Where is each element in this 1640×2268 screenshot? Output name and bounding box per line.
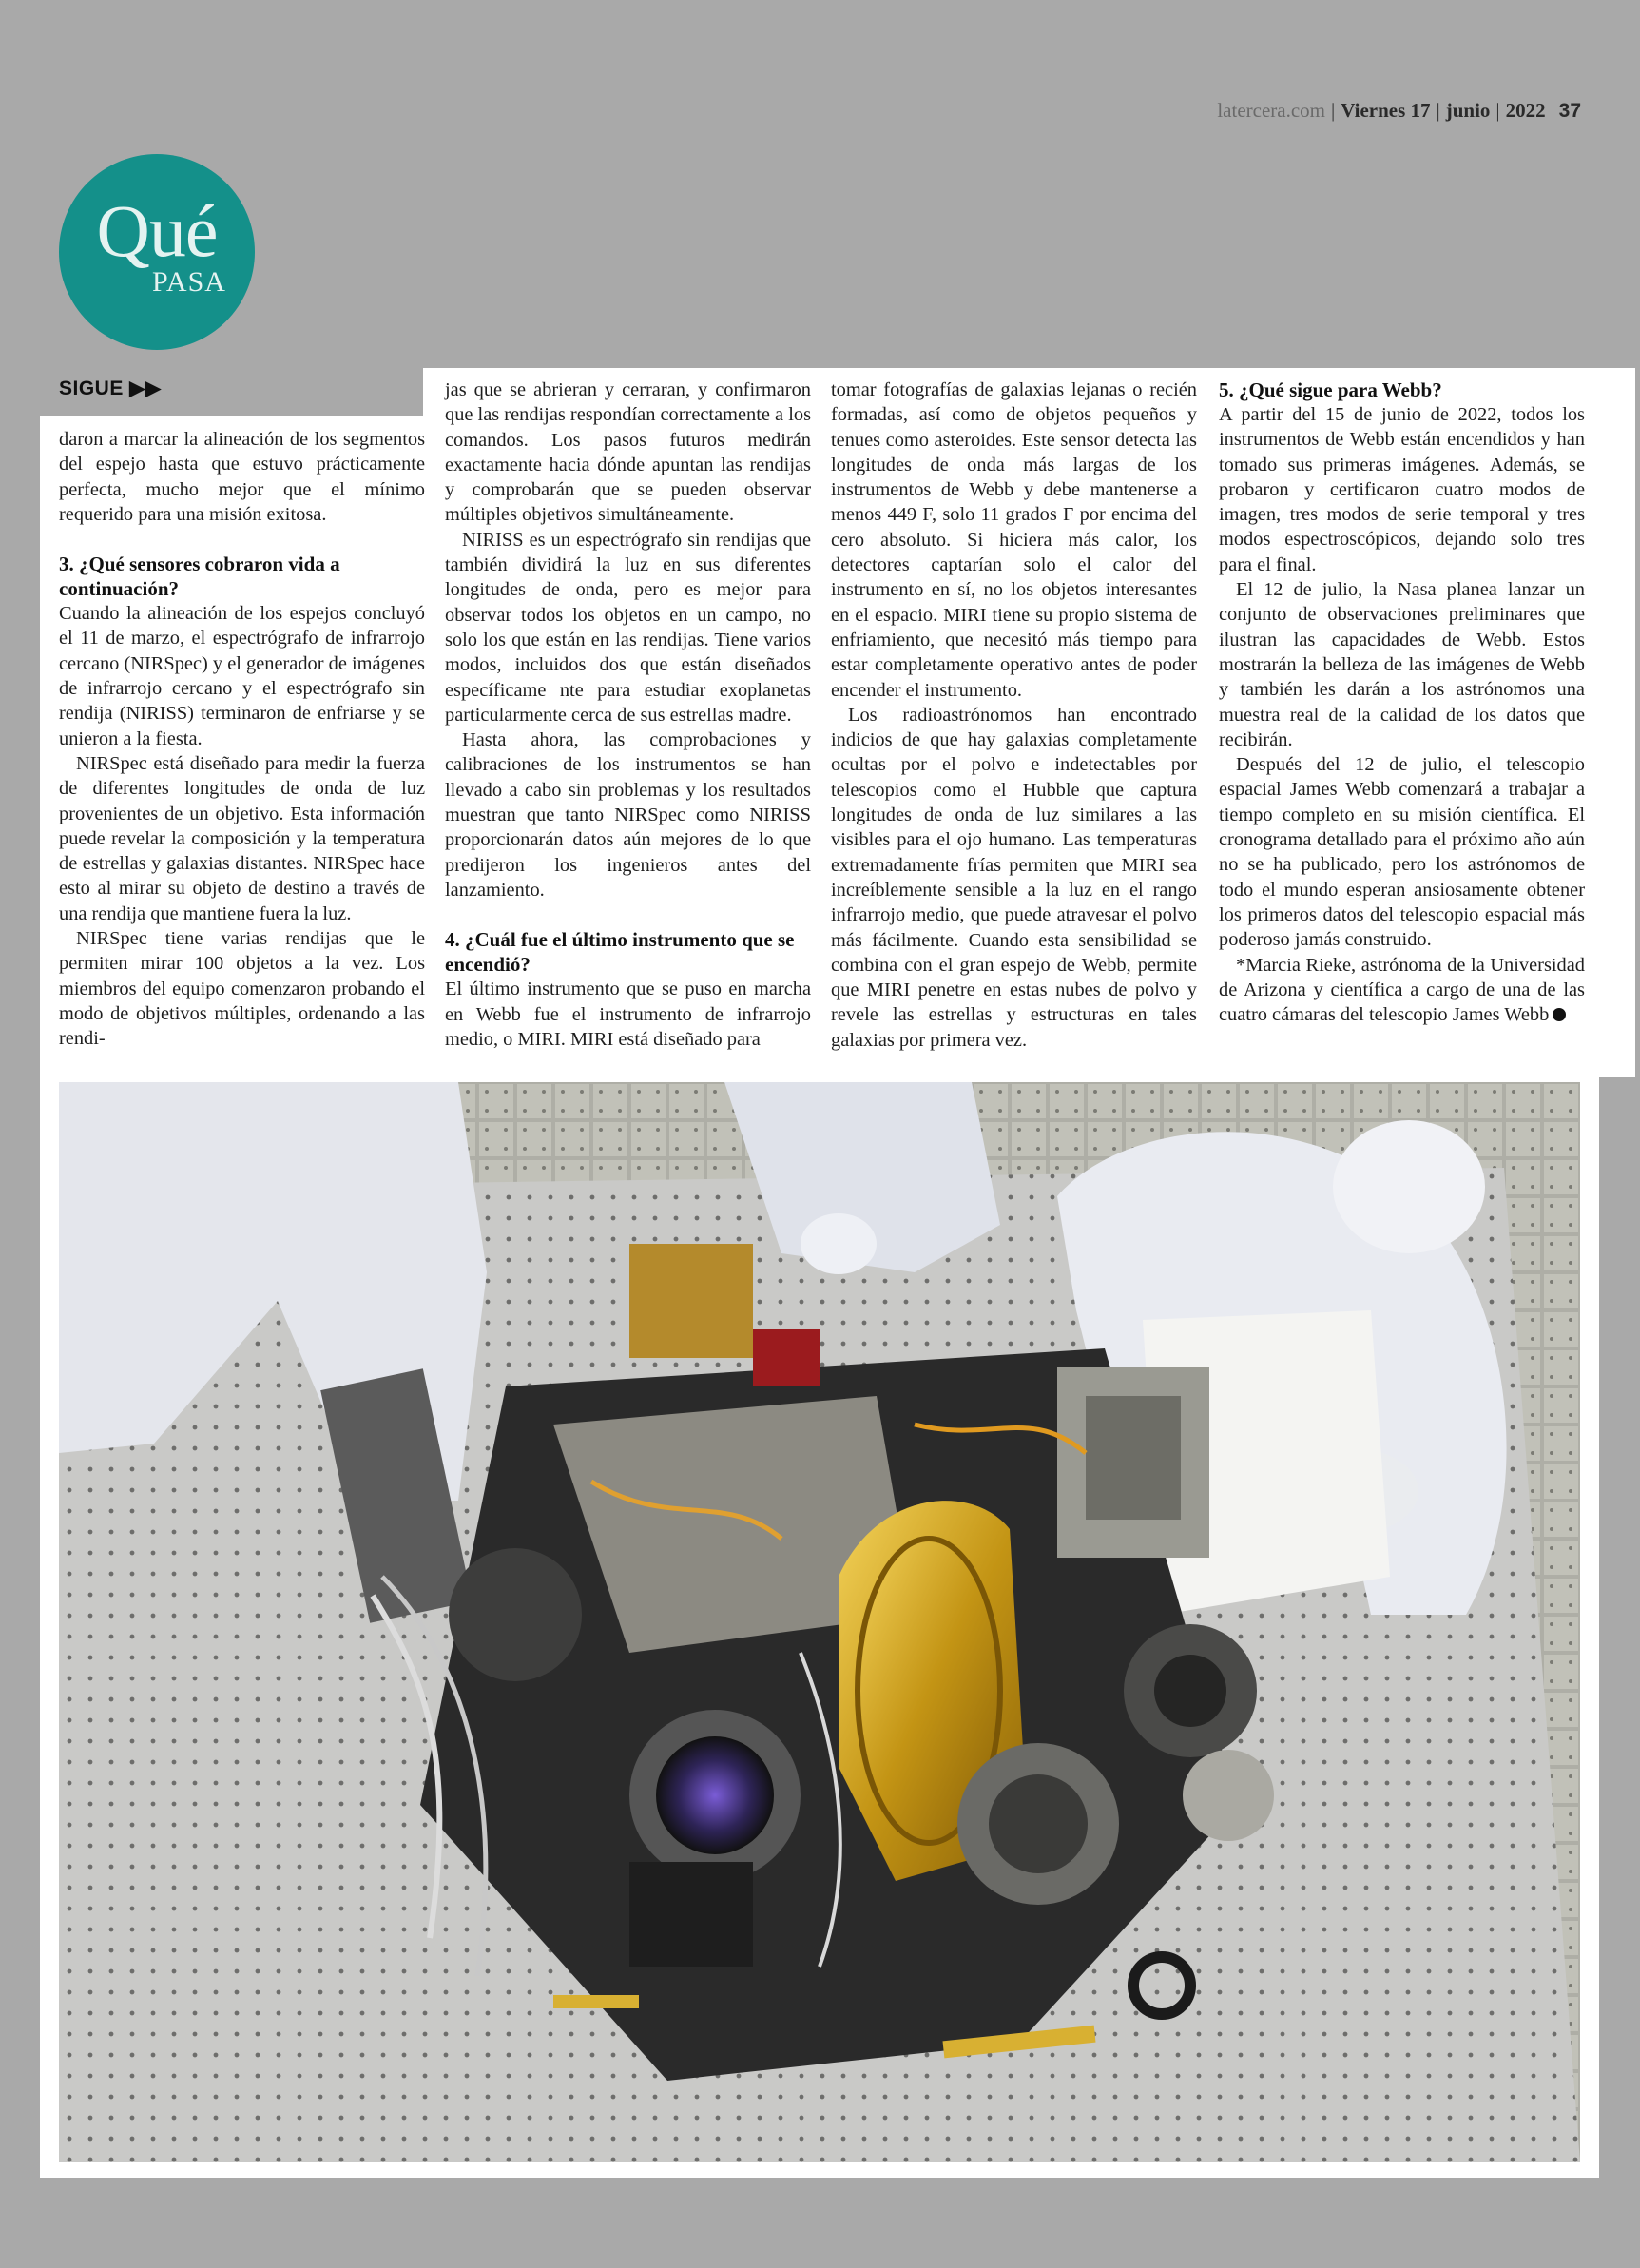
header-year: 2022 [1505, 99, 1546, 122]
paragraph: NIRSpec tiene varias rendijas que le permiten mirar 100 objetos a la vez. Los miembros del equipo comenzaron probando el modo de objetivos múltiples, ordenando a las rendi- [59, 928, 425, 1050]
paragraph: Después del 12 de julio, el telescopio espacial James Webb comenzará a trabajar a tiempo completo en su misión científica. El cronograma detallado para el próximo año aún no se ha publicado, pero los astrónomos de todo el mundo esperan ansiosamente obtener los primeros datos del telescopio espacial más poderoso jamás construido. [1219, 754, 1585, 951]
page-header: latercera.com | Viernes 17 | junio | 2022 37 [1217, 99, 1581, 122]
paragraph: Hasta ahora, las comprobaciones y calibraciones de los instrumentos se han llevado a cabo sin problemas y los resultados muestran que tanto NIRSpec como NIRISS proporcionarán datos aún mejores de lo que predijeron los ingenieros antes del lanzamiento. [445, 729, 811, 901]
article-column-1 [59, 427, 425, 1052]
paragraph: tomar fotografías de galaxias lejanas o recién formadas, así como de objetos pequeños y tenues como asteroides. Este sensor detecta las longitudes de onda más largas de los instrumentos de Webb y debe mantenerse a menos 449 F, solo 11 grados F por encima del cero absoluto. Si hiciera más calor, los detectores captarían solo el calor del instrumento en sí, no los objetos interesantes en el espacio. MIRI tiene su propio sistema de enfriamiento, que necesitó más tiempo para estar completamente operativo antes de poder encender el instrumento. [831, 379, 1197, 701]
continued-label: SIGUE ▶▶ [59, 378, 162, 399]
header-day: Viernes 17 [1341, 99, 1431, 122]
article-column-3 [831, 378, 1197, 1053]
paragraph: El último instrumento que se puso en marcha en Webb fue el instrumento de infrarrojo medio, o MIRI. MIRI está diseñado para [445, 979, 811, 1050]
end-mark-icon [1553, 1008, 1566, 1021]
lab-photo-miri-instrument [59, 1082, 1580, 2162]
que-pasa-logo [59, 154, 255, 350]
logo-sub-text: PASA [152, 266, 226, 298]
section-heading-4: 4. ¿Cuál fue el último instrumento que se encendió? [445, 928, 795, 977]
article-column-2 [445, 378, 811, 1052]
logo-main-text: Qué [96, 189, 218, 272]
paragraph: A partir del 15 de junio de 2022, todos los instrumentos de Webb están encendidos y han tomado sus primeras imágenes. Además, se probaron y certificaron cuatro modos de imagen, tres modos de serie temporal y tres modos espectroscópicos, dejando solo tres para el final. [1219, 404, 1585, 575]
paragraph: El 12 de julio, la Nasa planea lanzar un conjunto de observaciones preliminares que ilustran las capacidades de Webb. Estos mostrarán la belleza de las imágenes de Webb y también les darán a los astrónomos una muestra real de la calidad de los datos que recibirán. [1219, 579, 1585, 750]
header-month: junio [1445, 99, 1491, 122]
author-note: *Marcia Rieke, astrónoma de la Universidad de Arizona y científica a cargo de una de las cuatro cámaras del telescopio James Webb [1219, 954, 1585, 1026]
section-heading-5: 5. ¿Qué sigue para Webb? [1219, 378, 1442, 401]
site-name: latercera.com [1217, 99, 1325, 122]
paragraph: Cuando la alineación de los espejos concluyó el 11 de marzo, el espectrógrafo de infrarrojo cercano (NIRSpec) y el generador de imágenes de infrarrojo cercano y el espectrógrafo sin rendija (NIRISS) terminaron de enfriarse y se unieron a la fiesta. [59, 603, 425, 749]
paragraph: jas que se abrieran y cerraran, y confirmaron que las rendijas respondían correctamente a los comandos. Los pasos futuros medirán exactamente hacia dónde apuntan las rendijas y comprobarán que se pueden observar múltiples objetivos simultáneamente. [445, 379, 812, 526]
page-number: 37 [1558, 100, 1581, 122]
section-heading-3: 3. ¿Qué sensores cobraron vida a continuación? [59, 552, 340, 601]
paragraph: daron a marcar la alineación de los segmentos del espejo hasta que estuvo prácticamente perfecta, mucho mejor que el mínimo requerido para una misión exitosa. [59, 429, 425, 525]
article-column-4 [1219, 378, 1585, 1027]
paragraph: Los radioastrónomos han encontrado indicios de que hay galaxias completamente ocultas por el polvo e indetectables por telescopios como el Hubble que captura longitudes de onda de luz similares a las visibles para el ojo humano. Las temperaturas extremadamente frías permiten que MIRI sea increíblemente sensible a la luz en el rango infrarrojo medio, que puede atravesar el polvo más fácilmente. Cuando esta sensibilidad se combina con el gran espejo de Webb, permite que MIRI penetre en estas nubes de polvo y revele las estrellas y estructuras en tales galaxias por primera vez. [831, 704, 1197, 1051]
paragraph: NIRISS es un espectrógrafo sin rendijas que también dividirá la luz en sus diferentes longitudes de onda, pero es mejor para observar todos los objetos en un campo, no solo los que están en las rendijas. Tiene varios modos, incluidos dos que están diseñados específicame nte para estudiar exoplanetas particularmente cerca de sus estrellas madre. [445, 529, 811, 726]
paragraph: NIRSpec está diseñado para medir la fuerza de diferentes longitudes de onda de luz provenientes de un objetivo. Esta información puede revelar la composición y la temperatura de estrellas y galaxias distantes. NIRSpec hace esto al mirar su objeto de destino a través de una rendija que mantiene fuera la luz. [59, 752, 425, 924]
